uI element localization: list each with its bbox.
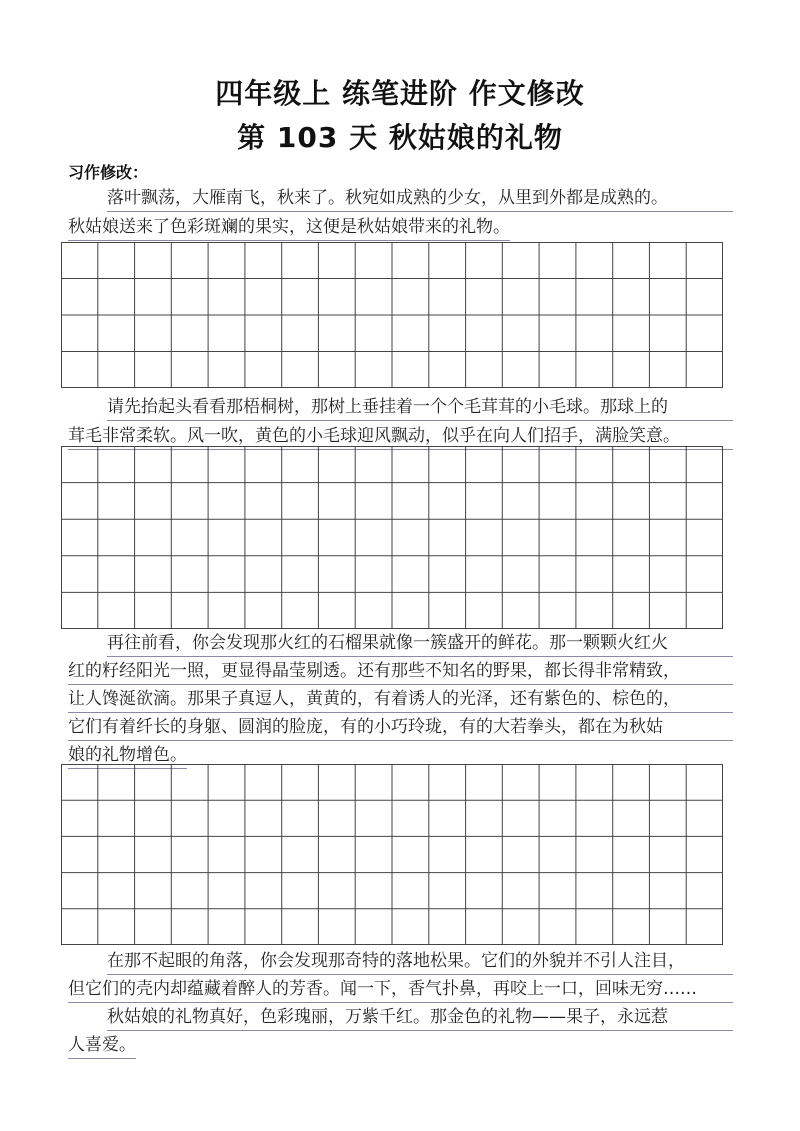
writing-grid-1[interactable] — [61, 242, 723, 388]
paragraph-4-line-2: 但它们的壳内却蕴藏着醉人的芳香。闻一下，香气扑鼻，再咬上一口，回味无穷…… — [68, 978, 733, 1003]
paragraph-1-line-1: 落叶飘荡，大雁南飞，秋来了。秋宛如成熟的少女，从里到外都是成熟的。 — [107, 187, 733, 212]
title-line-2: 第 103 天 秋姑娘的礼物 — [237, 121, 563, 154]
paragraph-3-line-4: 它们有着纤长的身躯、圆润的脸庞，有的小巧玲珑，有的大若拳头，都在为秋姑 — [68, 716, 733, 741]
paragraph-3-line-1: 再往前看，你会发现那火红的石榴果就像一簇盛开的鲜花。那一颗颗火红火 — [107, 632, 733, 657]
paragraph-1-line-2: 秋姑娘送来了色彩斑斓的果实，这便是秋姑娘带来的礼物。 — [68, 216, 510, 241]
paragraph-4-line-1: 在那不起眼的角落，你会发现那奇特的落地松果。它们的外貌并不引人注目， — [107, 950, 733, 975]
writing-grid-2[interactable] — [61, 446, 723, 629]
paragraph-3-line-2: 红的籽经阳光一照，更显得晶莹剔透。还有那些不知名的野果，都长得非常精致， — [68, 660, 733, 685]
writing-grid-3[interactable] — [61, 764, 723, 945]
paragraph-3-line-5: 娘的礼物增色。 — [68, 744, 187, 769]
paragraph-2-line-2: 茸毛非常柔软。风一吹，黄色的小毛球迎风飘动，似乎在向人们招手，满脸笑意。 — [68, 425, 733, 450]
paragraph-3-line-3: 让人馋涎欲滴。那果子真逗人，黄黄的，有着诱人的光泽，还有紫色的、棕色的， — [68, 688, 733, 713]
paragraph-2-line-1: 请先抬起头看看那梧桐树，那树上垂挂着一个个毛茸茸的小毛球。那球上的 — [107, 396, 733, 421]
title-line-1: 四年级上 练笔进阶 作文修改 — [215, 77, 585, 110]
paragraph-4-line-4: 人喜爱。 — [68, 1034, 136, 1059]
paragraph-4-line-3: 秋姑娘的礼物真好，色彩瑰丽，万紫千红。那金色的礼物——果子，永远惹 — [107, 1006, 733, 1031]
section-label: 习作修改： — [68, 163, 149, 182]
